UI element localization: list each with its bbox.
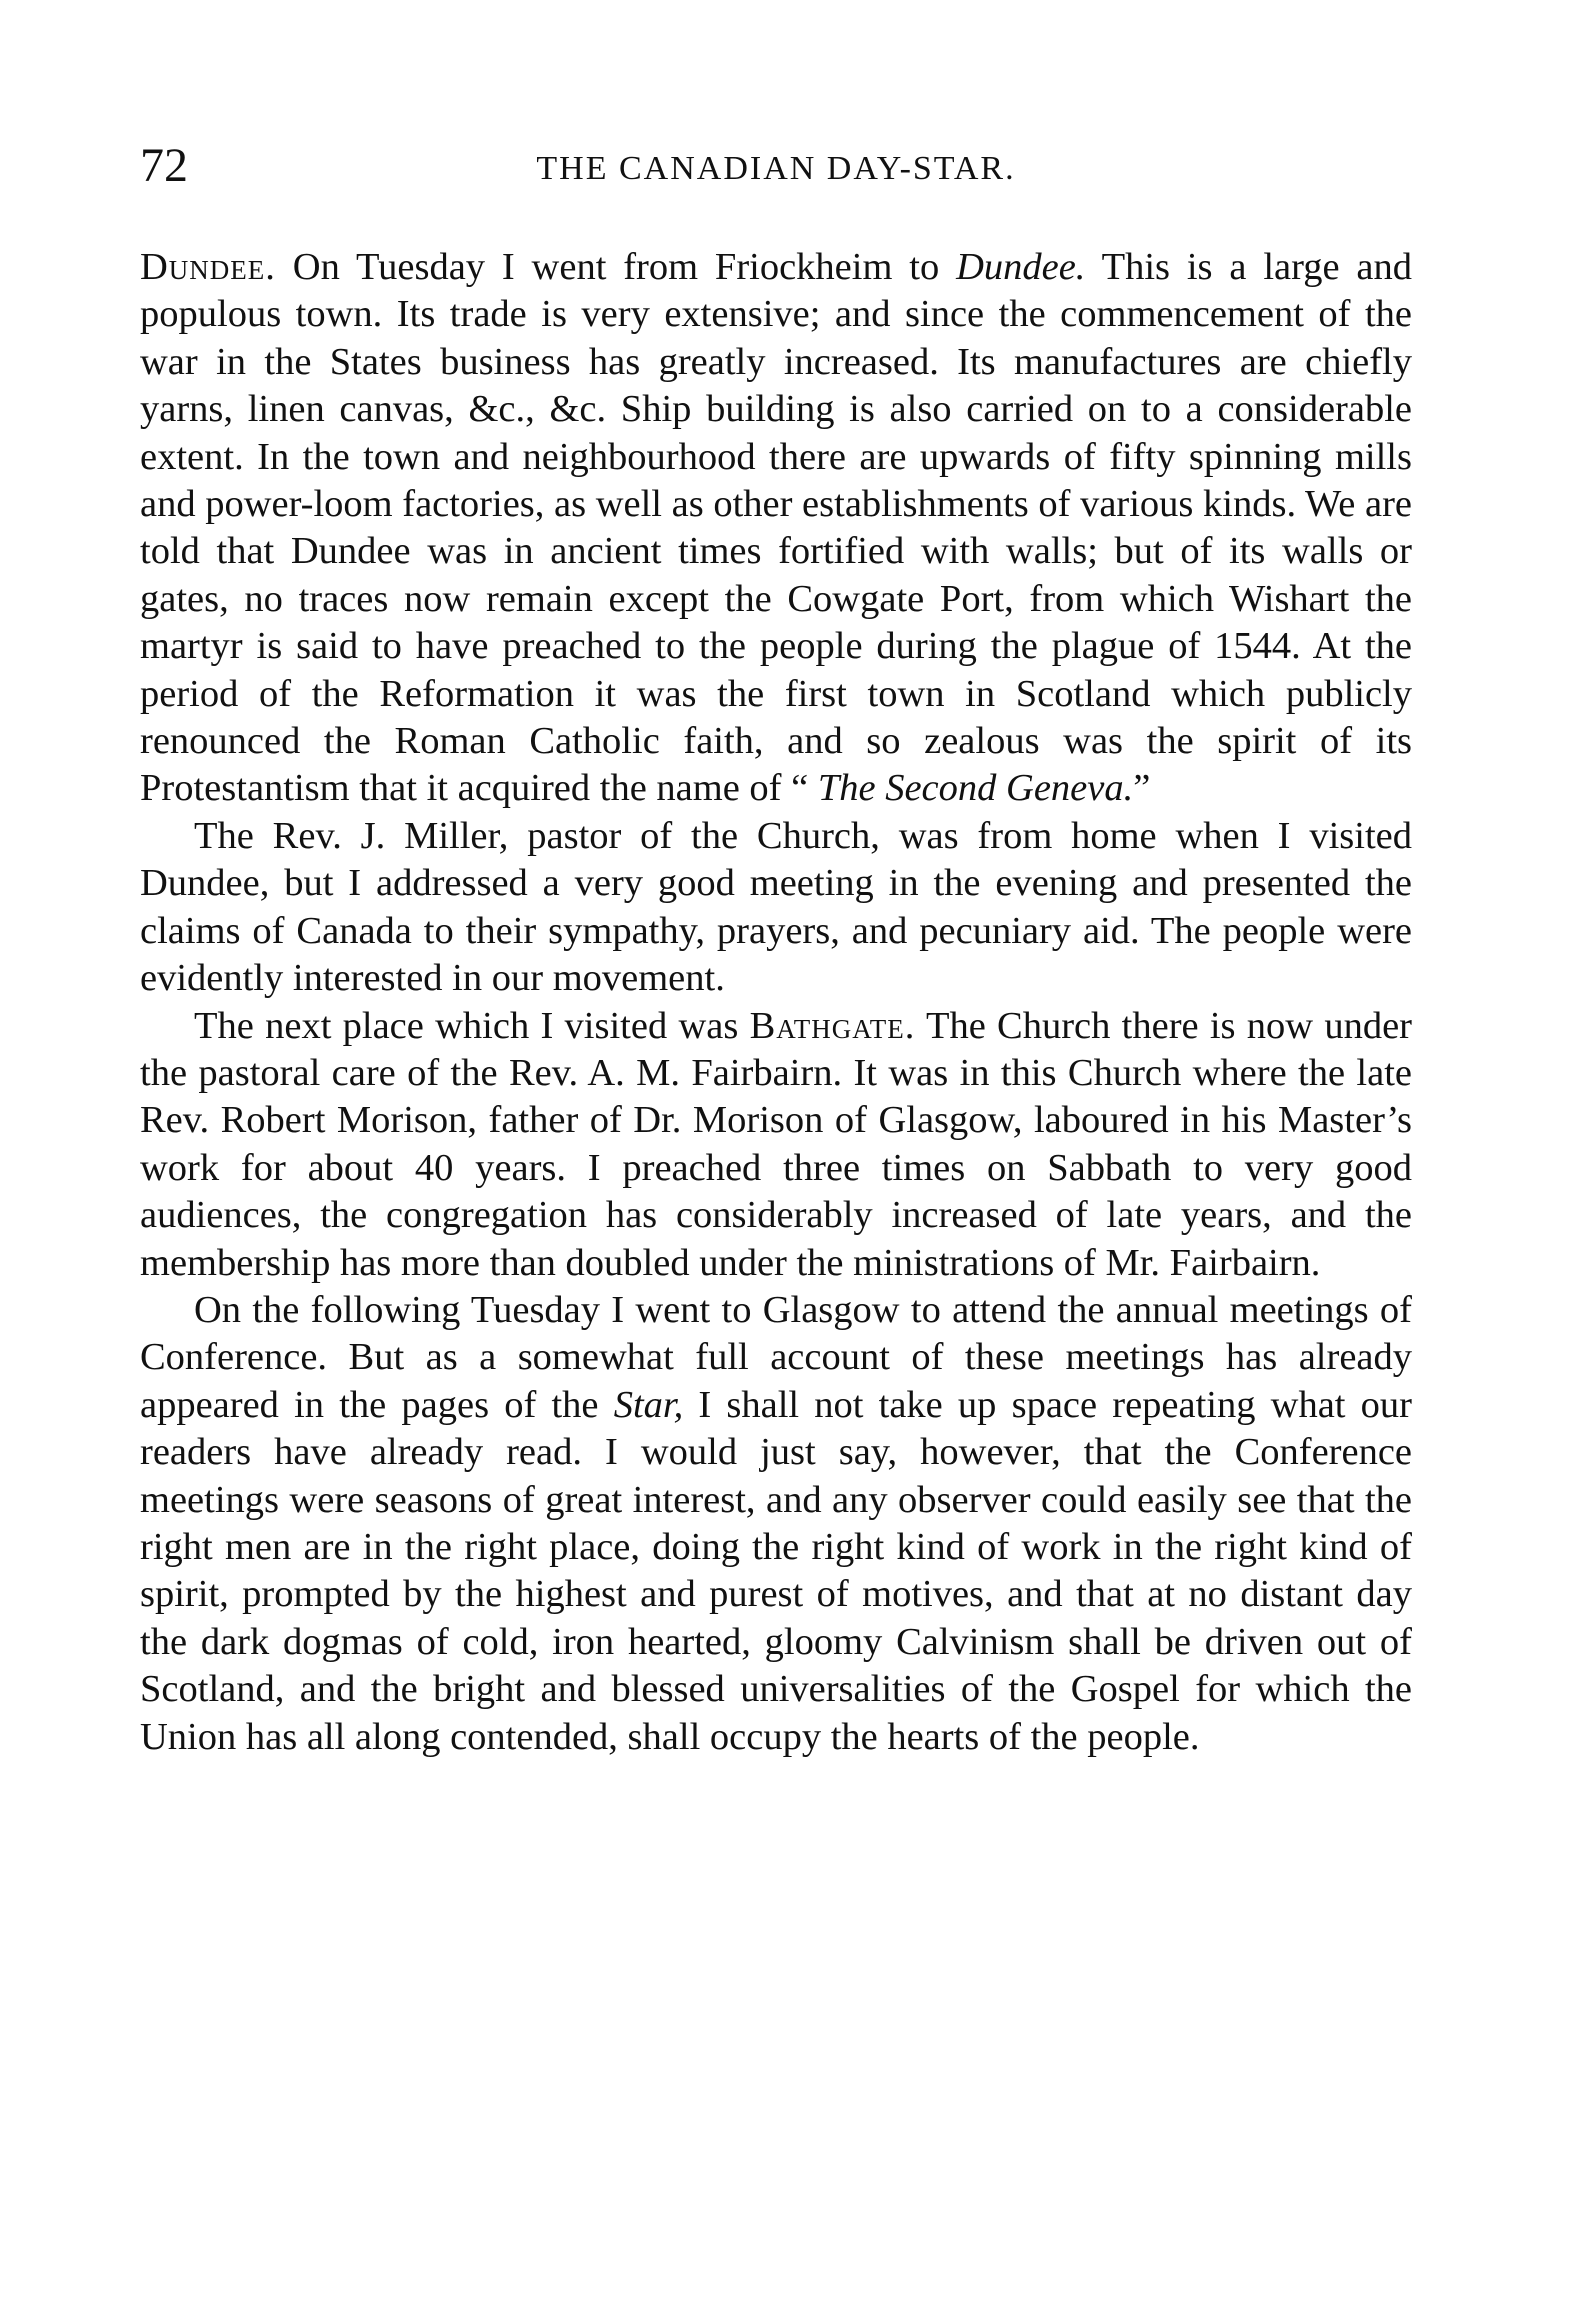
paragraph-text: On the following Tuesday I went to Glasgow to attend the annual meetings of Conference. But as a somewhat full account of these meetings has already appeared in the pages of the — [140, 1288, 1412, 1426]
paragraph-dundee — [140, 244, 1412, 813]
book-page — [140, 138, 1412, 1761]
paragraph-text: On Tuesday I went from Friockheim to — [275, 246, 957, 288]
paragraph-text: The Church there is now under the pastoral care of the Rev. A. M. Fairbairn. It was in this Church where the late Rev. Robert Morison, father of Dr. Morison of Glasgow, laboured in his Master’s work for about 40 years. I preached three times on Sabbath to very good audiences, the congregation has considerably increased of late years, and the membership has more than doubled under the ministrations of Mr. Fairbairn. — [140, 1004, 1413, 1284]
paragraph-miller: The Rev. J. Miller, pastor of the Church, was from home when I visited Dundee, but I addressed a very good meeting in the evening and presented the claims of Canada to their sympathy, prayers, and pecuniary aid. The people were evidently interested in our movement. — [140, 814, 1412, 1000]
section-lead-bathgate: Bathgate. — [749, 1004, 916, 1047]
paragraph-text: This is a large and populous town. Its trade is very extensive; and since the commencement of the war in the States business has greatly increased. Its manufactures are chiefly yarns, linen canvas, &c., &c. Ship building is also carried on to a considerable extent. In the town and neighbourhood there are upwards of fifty spinning mills and power-loom factories, as well as other establishments of various kinds. We are told that Dundee was in ancient times fortified with walls; but of its walls or gates, no traces now remain except the Cowgate Port, from which Wishart the martyr is said to have preached to the people during the plague of 1544. At the period of the Reformation it was the first town in Scotland which publicly renounced the Roman Catholic faith, and so zealous was the spirit of its Protestantism that it acquired the name of “ — [140, 246, 1413, 810]
italic-quoted-name: The Second Geneva. — [817, 767, 1134, 810]
paragraph-bathgate — [140, 1003, 1412, 1287]
closing-quote: ” — [1133, 767, 1151, 810]
paragraph-glasgow — [140, 1287, 1412, 1761]
running-title: THE CANADIAN DAY-STAR. — [536, 150, 1016, 187]
paragraph-text: I shall not take up space repeating what our readers have already read. I would just say, however, that the Conference meetings were seasons of great interest, and any observer could easily see that the right men are in the right place, doing the right kind of work in the right kind of spirit, prompted by the highest and purest of motives, and that at no distant day the dark dogmas of cold, iron hearted, gloomy Calvinism shall be driven out of Scotland, and the bright and blessed universalities of the Gospel for which the Union has all along contended, shall occupy the hearts of the people. — [140, 1383, 1412, 1758]
italic-place-name: Dundee. — [956, 246, 1086, 288]
paragraph-text: The next place which I visited was — [194, 1004, 750, 1047]
running-head — [140, 138, 1412, 198]
italic-star: Star, — [613, 1383, 684, 1426]
page-number: 72 — [140, 139, 188, 192]
section-lead-dundee: Dundee. — [140, 246, 276, 288]
